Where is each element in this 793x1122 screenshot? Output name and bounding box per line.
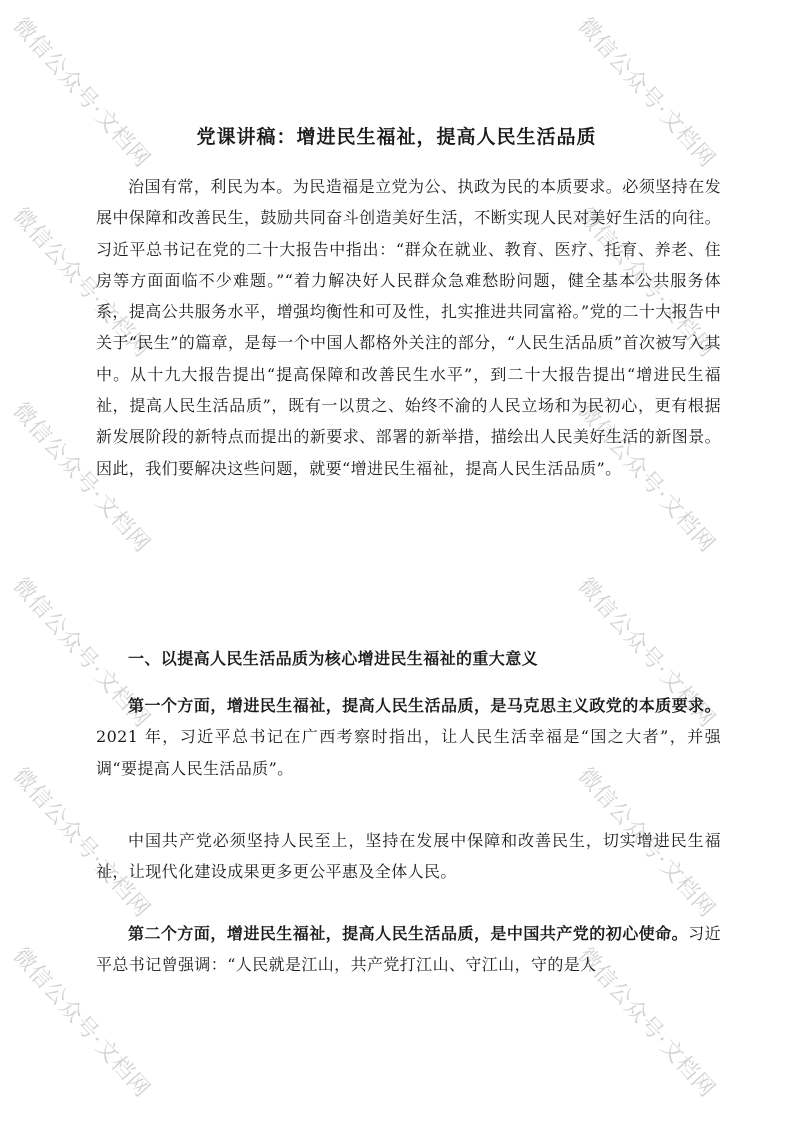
watermark: 微信公众号·文档网	[7, 203, 155, 363]
paragraph-lead-bold: 第二个方面，增进民生福祉，提高人民生活品质，是中国共产党的初心使命。	[128, 924, 689, 943]
watermark: 微信公众号·文档网	[7, 943, 155, 1103]
paragraph-text: 习近平总书记曾强调：“人民就是江山，共产党打江山、守江山，守的是人	[96, 924, 721, 975]
paragraph-text: 2021 年，习近平总书记在广西考察时指出，让人民生活幸福是“国之大者”，并强调“要提高人民生活品质”。	[96, 727, 721, 778]
paragraph-party-commitment: 中国共产党必须坚持人民至上，坚持在发展中保障和改善民生，切实增进民生福祉，让现代化建设成果更多更公平惠及全体人民。	[96, 831, 721, 882]
document-title: 党课讲稿：增进民生福祉，提高人民生活品质	[196, 126, 597, 148]
watermark: 微信公众号·文档网	[572, 763, 720, 923]
watermark: 微信公众号·文档网	[572, 203, 720, 363]
watermark: 微信公众号·文档网	[7, 763, 155, 923]
section-heading-block	[96, 643, 721, 674]
paragraph-first-aspect	[96, 690, 721, 784]
watermark: 微信公众号·文档网	[7, 398, 155, 558]
section-heading: 一、以提高人民生活品质为核心增进民生福祉的重大意义	[128, 649, 539, 668]
watermark: 微信公众号·文档网	[7, 13, 155, 173]
paragraph-lead-bold: 第一个方面，增进民生福祉，提高人民生活品质，是马克思主义政党的本质要求。	[128, 696, 721, 715]
document-body	[96, 171, 721, 484]
watermark: 微信公众号·文档网	[572, 13, 720, 173]
paragraph-block-3	[96, 918, 721, 981]
watermark: 微信公众号·文档网	[572, 573, 720, 733]
watermark: 微信公众号·文档网	[572, 398, 720, 558]
watermark: 微信公众号·文档网	[7, 573, 155, 733]
paragraph-second-aspect	[96, 918, 721, 981]
paragraph-block-1	[96, 690, 721, 784]
watermark: 微信公众号·文档网	[572, 943, 720, 1103]
paragraph-intro: 治国有常，利民为本。为民造福是立党为公、执政为民的本质要求。必须坚持在发展中保障和改善民生，鼓励共同奋斗创造美好生活，不断实现人民对美好生活的向往。习近平总书记在党的二十大报告中指出：“群众在就业、教育、医疗、托育、养老、住房等方面面临不少难题。”“着力解决好人民群众急难愁盼问题，健全基本公共服务体系，提高公共服务水平，增强均衡性和可及性，扎实推进共同富裕。”党的二十大报告中关于“民生”的篇章，是每一个中国人都格外关注的部分，“人民生活品质”首次被写入其中。从十九大报告提出“提高保障和改善民生水平”，到二十大报告提出“增进民生福祉，提高人民生活品质”，既有一以贯之、始终不渝的人民立场和为民初心，更有根据新发展阶段的新特点而提出的新要求、部署的新举措，描绘出人民美好生活的新图景。因此，我们要解决这些问题，就要“增进民生福祉，提高人民生活品质”。	[96, 177, 721, 478]
paragraph-block-2	[96, 825, 721, 888]
